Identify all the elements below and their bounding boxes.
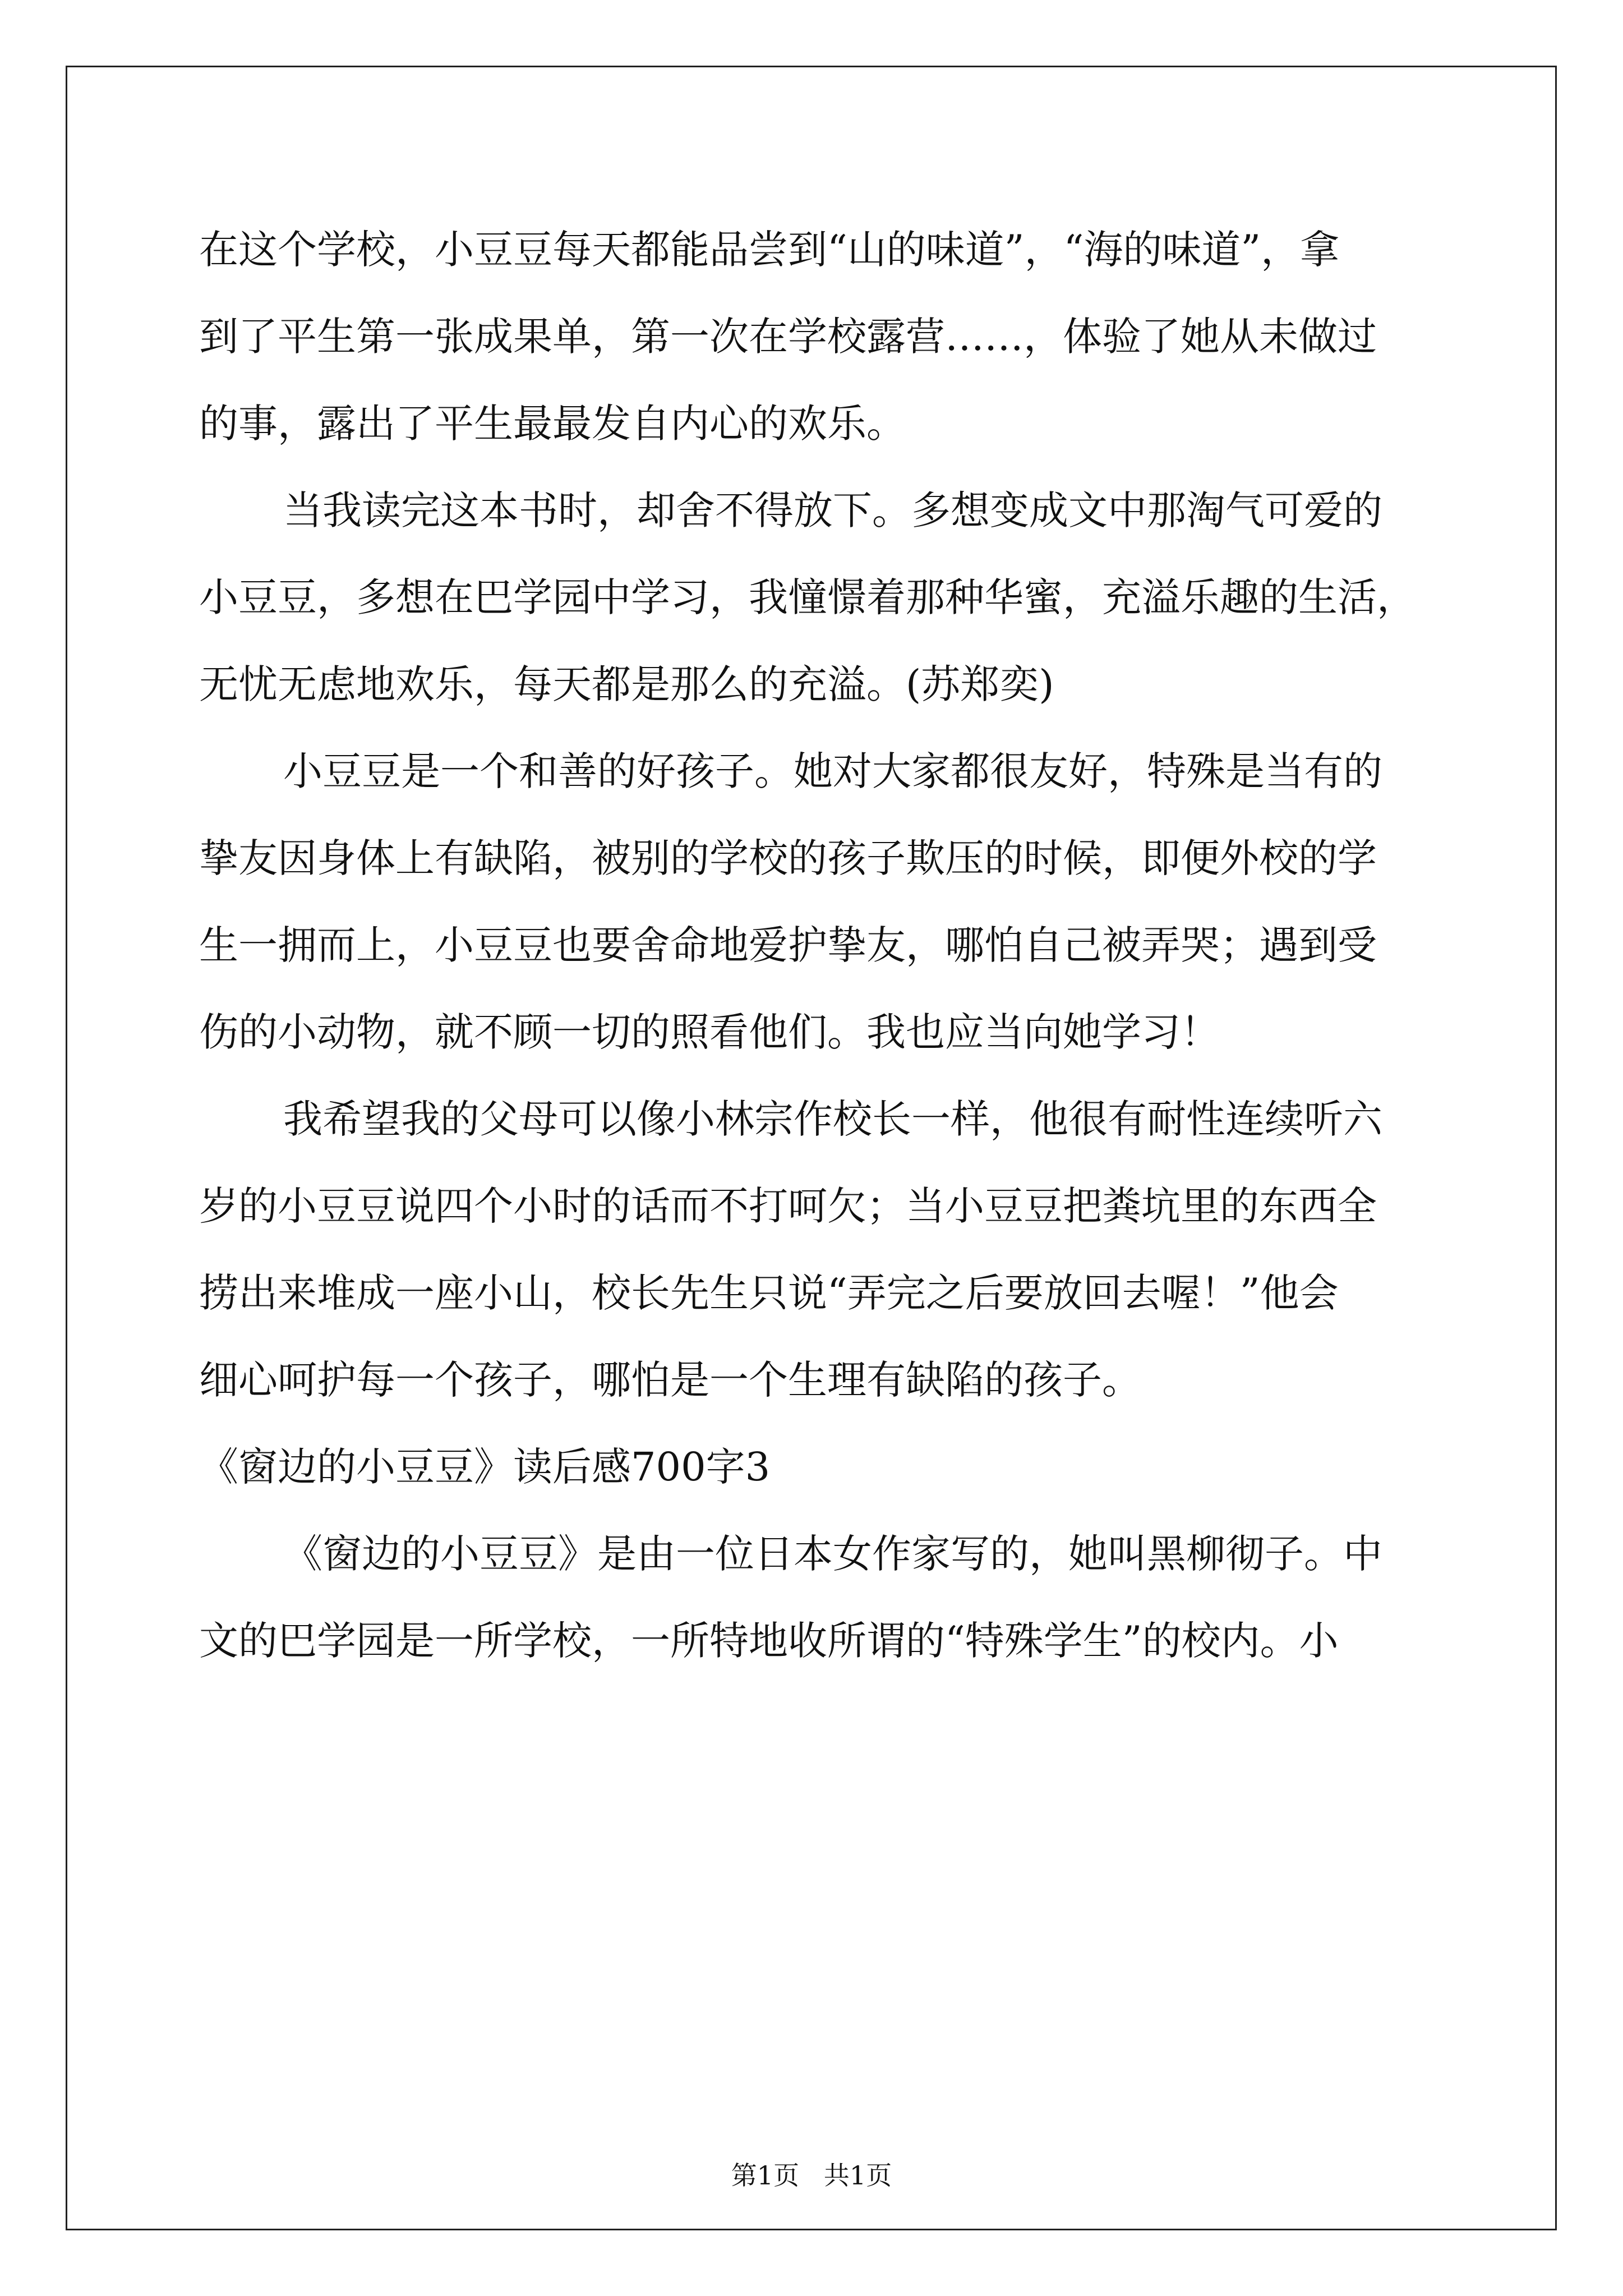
paragraph-line: 文的巴学园是一所学校，一所特地收所谓的“特殊学生”的校内。小 bbox=[199, 1618, 1339, 1664]
paragraph-line: 生一拥而上，小豆豆也要舍命地爱护挚友，哪怕自己被弄哭；遇到受 bbox=[199, 922, 1377, 968]
page-border bbox=[66, 66, 1557, 2230]
paragraph-line: 到了平生第一张成果单，第一次在学校露营……，体验了她从未做过 bbox=[199, 314, 1377, 360]
section-heading: 《窗边的小豆豆》读后感700字3 bbox=[199, 1444, 771, 1490]
paragraph-line: 无忧无虑地欢乐，每天都是那么的充溢。(苏郑奕) bbox=[199, 661, 1054, 707]
paragraph-line: 捞出来堆成一座小山，校长先生只说“弄完之后要放回去喔！”他会 bbox=[199, 1270, 1339, 1316]
paragraph-line: 小豆豆是一个和善的好孩子。她对大家都很友好，特殊是当有的 bbox=[283, 748, 1382, 794]
paragraph-line: 我希望我的父母可以像小林宗作校长一样，他很有耐性连续听六 bbox=[283, 1096, 1382, 1142]
paragraph-line: 细心呵护每一个孩子，哪怕是一个生理有缺陷的孩子。 bbox=[199, 1357, 1141, 1403]
page-footer: 第1页 共1页 bbox=[731, 2160, 892, 2191]
paragraph-line: 的事，露出了平生最最发自内心的欢乐。 bbox=[199, 401, 906, 447]
paragraph-line: 岁的小豆豆说四个小时的话而不打呵欠；当小豆豆把粪坑里的东西全 bbox=[199, 1183, 1377, 1229]
paragraph-line: 《窗边的小豆豆》是由一位日本女作家写的，她叫黑柳彻子。中 bbox=[283, 1531, 1382, 1577]
paragraph-line: 伤的小动物，就不顾一切的照看他们。我也应当向她学习！ bbox=[199, 1009, 1220, 1055]
paragraph-line: 当我读完这本书时，却舍不得放下。多想变成文中那淘气可爱的 bbox=[283, 487, 1382, 533]
paragraph-line: 挚友因身体上有缺陷，被别的学校的孩子欺压的时候，即便外校的学 bbox=[199, 835, 1377, 881]
paragraph-line: 在这个学校，小豆豆每天都能品尝到“山的味道”，“海的味道”，拿 bbox=[199, 227, 1340, 273]
paragraph-line: 小豆豆，多想在巴学园中学习，我憧憬着那种华蜜，充溢乐趣的生活， bbox=[199, 574, 1416, 620]
